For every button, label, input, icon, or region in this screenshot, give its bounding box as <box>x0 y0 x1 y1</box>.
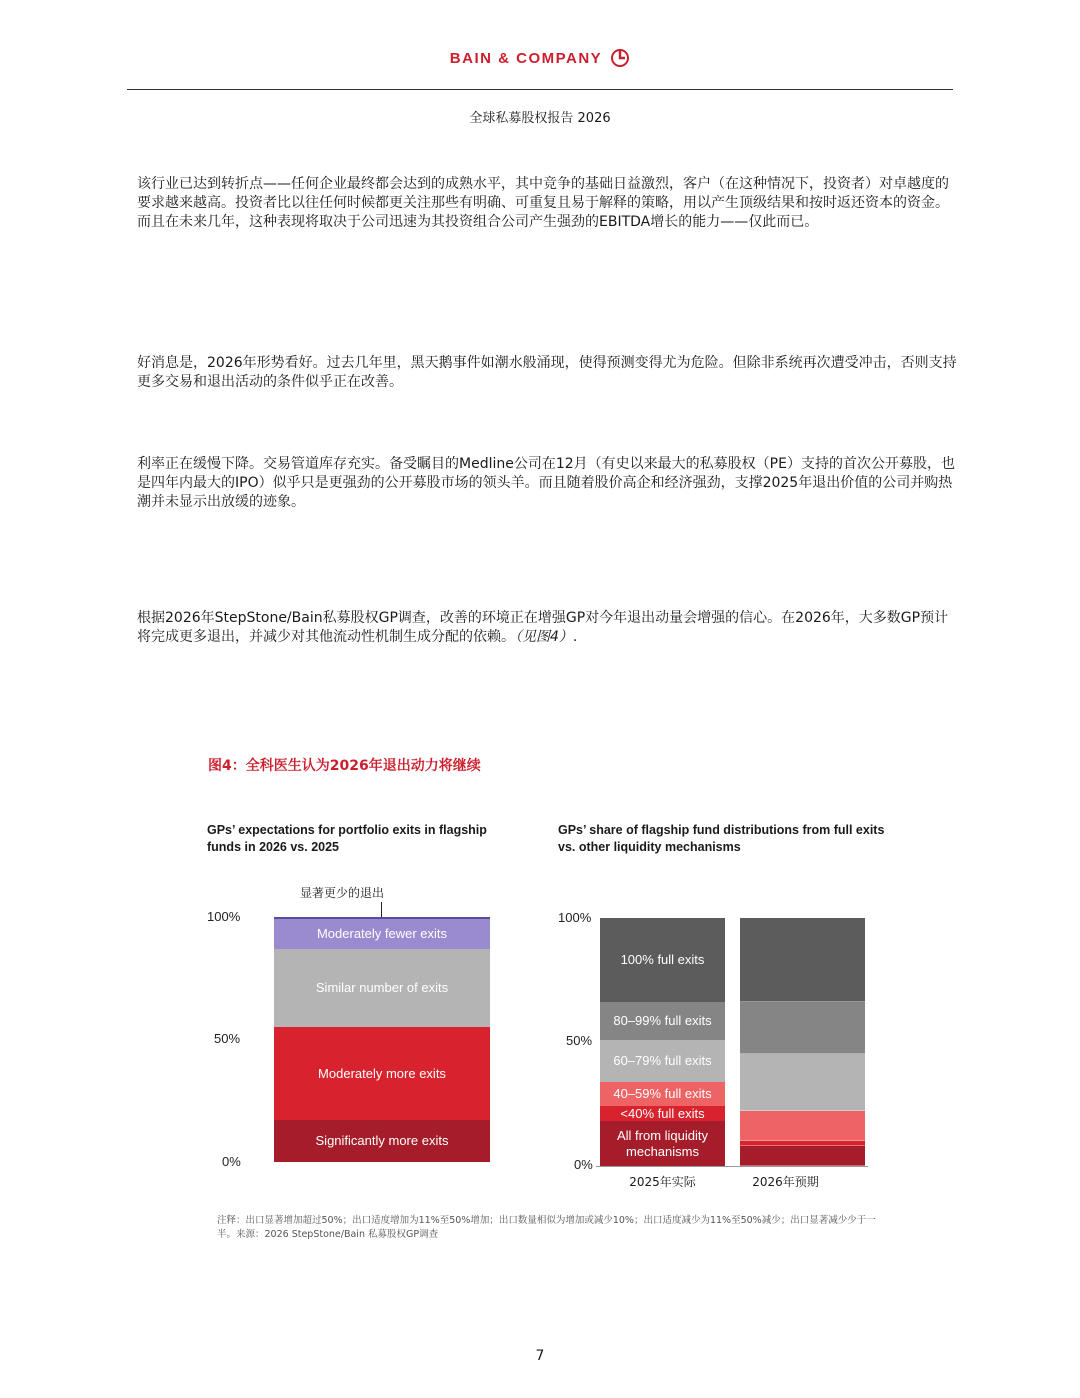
header-rule <box>127 89 953 90</box>
left-y-tick-0: 0% <box>222 1154 241 1169</box>
left-stacked-bar <box>274 917 490 1162</box>
left-bar-label-similar-number-of-exits: Similar number of exits <box>315 980 449 996</box>
figure-title: 图4：全科医生认为2026年退出动力将继续 <box>208 758 481 774</box>
right-bar-1-segment-40-59-full-exits <box>740 1111 865 1141</box>
right-bar-0-segment-60-79-full-exits <box>600 1040 725 1082</box>
figure-reference-link[interactable]: （见图4） <box>515 629 573 645</box>
figure-note: 注释：出口显著增加超过50%；出口适度增加为11%至50%增加；出口数量相似为增加或减少10%；出口适度减少为11%至50%减少；出口显著减少少于一半。来源：2026 StepStone/Bain 私募股权GP调查 <box>217 1215 876 1240</box>
left-bar-label-significantly-more-exits: Significantly more exits <box>315 1133 449 1149</box>
left-bar-segment-moderately-more-exits <box>274 1027 490 1120</box>
paragraph-3: 利率正在缓慢下降。交易管道库存充实。备受瞩目的Medline公司在12月（有史以来最大的私募股权（PE）支持的首次公开募股，也是四年内最大的IPO）似乎只是更强劲的公开募股市场的领头羊。而且随着股价高企和经济强劲，支撑2025年退出价值的公司并购热潮并未显示出放缓的迹象。 <box>137 456 955 510</box>
callout-significantly-fewer: 显著更少的退出 <box>300 886 385 900</box>
right-bar-0-segment-40-59-full-exits <box>600 1082 725 1107</box>
right-bar-0-segment-all-from-liquidity-mechanisms <box>600 1121 725 1166</box>
right-bar-label-60-79-full-exits: 60–79% full exits <box>613 1052 712 1068</box>
right-category-2026: 2026年预期 <box>752 1175 819 1189</box>
left-bar-segment-moderately-fewer-exits <box>274 919 490 948</box>
page-number: 7 <box>535 1348 545 1364</box>
left-bar-label-moderately-fewer-exits: Moderately fewer exits <box>316 926 448 942</box>
compass-icon <box>610 48 630 68</box>
left-bar-segment-similar-number-of-exits <box>274 949 490 1027</box>
paragraph-2: 好消息是，2026年形势看好。过去几年里，黑天鹅事件如潮水般涌现，使得预测变得尤为危险。但除非系统再次遭受冲击，否则支持更多交易和退出活动的条件似乎正在改善。 <box>137 355 957 390</box>
left-bar-segment-significantly-more-exits <box>274 1120 490 1162</box>
right-bar-1-segment-100-full-exits <box>740 918 865 1002</box>
right-bar-2026 <box>740 918 865 1166</box>
right-bar-2025 <box>600 918 725 1166</box>
right-bar-0-segment-40-full-exits <box>600 1106 725 1121</box>
right-bar-0-segment-80-99-full-exits <box>600 1002 725 1039</box>
right-bar-label-40-full-exits: <40% full exits <box>620 1106 705 1121</box>
right-panel-title: GPs’ share of flagship fund distributions from full exits vs. other liquidity mechanisms <box>558 823 885 854</box>
right-bar-label-all-from-liquidity-mechanisms: All from liquidity mechanisms <box>616 1127 709 1159</box>
right-category-2025: 2025年实际 <box>629 1175 696 1189</box>
left-panel-title: GPs’ expectations for portfolio exits in flagship funds in 2026 vs. 2025 <box>207 823 487 854</box>
left-y-tick-50: 50% <box>214 1031 241 1046</box>
paragraph-4-tail: . <box>572 629 578 645</box>
callout-leader-line <box>381 902 382 917</box>
brand-name: BAIN & COMPANY <box>449 49 603 67</box>
right-bar-label-40-59-full-exits: 40–59% full exits <box>613 1086 712 1102</box>
paragraph-1: 该行业已达到转折点——任何企业最终都会达到的成熟水平，其中竞争的基础日益激烈，客户（在这种情况下，投资者）对卓越度的要求越来越高。投资者比以往任何时候都更关注那些有明确、可重复且易于解释的策略，用以产生顶级结果和按时返还资本的资金。而且在未来几年，这种表现将取决于公司迅速为其投资组合公司产生强劲的EBITDA增长的能力——仅此而已。 <box>137 176 949 230</box>
right-bar-1-segment-all-from-liquidity-mechanisms <box>740 1146 865 1166</box>
right-y-tick-0: 0% <box>574 1157 593 1172</box>
paragraph-4 <box>137 609 957 647</box>
brand-logo <box>0 48 1080 68</box>
paragraph-4-text: 根据2026年StepStone/Bain私募股权GP调查，改善的环境正在增强GP对今年退出动量会增强的信心。在2026年，大多数GP预计将完成更多退出，并减少对其他流动性机制生成分配的依赖。 <box>137 610 949 645</box>
left-y-tick-100: 100% <box>207 909 241 924</box>
right-bar-1-segment-80-99-full-exits <box>740 1002 865 1054</box>
left-bar-label-moderately-more-exits: Moderately more exits <box>318 1065 446 1081</box>
report-title: 全球私募股权报告 2026 <box>469 111 611 126</box>
right-y-tick-50: 50% <box>566 1033 593 1048</box>
right-bar-label-80-99-full-exits: 80–99% full exits <box>613 1012 712 1028</box>
right-bar-1-segment-60-79-full-exits <box>740 1054 865 1111</box>
right-y-tick-100: 100% <box>558 910 592 925</box>
right-baseline <box>596 1166 868 1167</box>
right-bar-label-100-full-exits: 100% full exits <box>620 952 705 968</box>
right-bar-0-segment-100-full-exits <box>600 918 725 1002</box>
